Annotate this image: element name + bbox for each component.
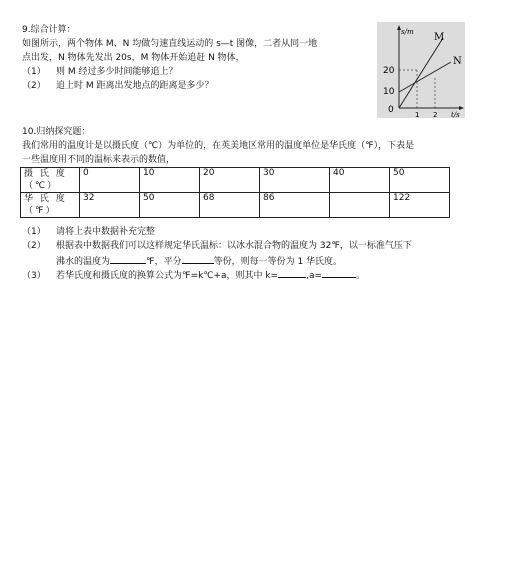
q10-intro-line1: 我们常用的温度计是以摄氏度（℃）为单位的，在英美地区常用的温度单位是华氏度（℉），下表是 bbox=[22, 141, 415, 151]
table-cell: 122 bbox=[390, 193, 450, 218]
boiling-point-blank[interactable] bbox=[110, 254, 146, 264]
table-header-fahrenheit bbox=[21, 193, 80, 218]
graph-y-tick-20: 20 bbox=[383, 66, 395, 76]
q10-title: 10.归纳探究题： bbox=[22, 127, 91, 137]
q10-sub1 bbox=[22, 226, 155, 238]
q10-sub3-number: （3） bbox=[22, 271, 46, 281]
q10-sub2-number: （2） bbox=[22, 241, 46, 251]
q10-sub1-text: 请将上表中数据补充完整 bbox=[56, 227, 156, 237]
q10-sub3-text-c: 。 bbox=[356, 271, 366, 281]
table-cell: 20 bbox=[200, 168, 260, 193]
a-blank[interactable] bbox=[322, 268, 356, 278]
q9-sub2-text: 追上时 M 距离出发地点的距离是多少？ bbox=[56, 81, 214, 91]
q10-sub2-text-b2: ℉，平分 bbox=[146, 257, 182, 267]
k-blank[interactable] bbox=[278, 268, 306, 278]
s-t-graph bbox=[377, 22, 465, 118]
table-cell: 50 bbox=[140, 193, 200, 218]
table-cell: 32 bbox=[80, 193, 140, 218]
table-cell: 68 bbox=[200, 193, 260, 218]
table-cell: 50 bbox=[390, 168, 450, 193]
graph-x-axis-label: t/s bbox=[451, 111, 460, 118]
q10-sub2-text-b3: 等份，则每一等份为 1 华氏度。 bbox=[213, 257, 343, 267]
table-cell: 40 bbox=[330, 168, 390, 193]
table-cell: 0 bbox=[80, 168, 140, 193]
q10-sub3-text-b: ,a= bbox=[306, 271, 323, 281]
graph-x-tick-2: 2 bbox=[433, 111, 438, 118]
graph-line-label-n: N bbox=[453, 56, 462, 67]
q10-sub1-number: （1） bbox=[22, 227, 46, 237]
q9-sub1-text: 则 M 经过多少时间能够追上？ bbox=[56, 67, 178, 77]
temperature-table bbox=[20, 167, 450, 218]
q9-title: 9.综合计算： bbox=[22, 25, 76, 35]
table-row-fahrenheit bbox=[21, 193, 450, 218]
table-header-fahrenheit-line2: （℉） bbox=[24, 206, 57, 216]
table-header-celsius-line2: （℃） bbox=[24, 181, 59, 191]
q10-sub2 bbox=[22, 240, 412, 252]
q10-sub2-text-a: 根据表中数据我们可以这样规定华氏温标：以冰水混合物的温度为 32℉，以一标准气压下 bbox=[56, 241, 412, 251]
q10-sub2-cont bbox=[56, 254, 342, 268]
q9-intro-line2: 点出发，N 物体先发出 20s，M 物体开始追赶 N 物体， bbox=[22, 53, 245, 63]
table-header-celsius-line1: 摄 氏 度 bbox=[24, 169, 67, 179]
q9-sub2-number: （2） bbox=[22, 81, 46, 91]
graph-line-label-m: M bbox=[434, 32, 445, 43]
table-cell: 10 bbox=[140, 168, 200, 193]
q10-sub3-text-a: 若华氏度和摄氏度的换算公式为℉=k℃+a，则其中 k= bbox=[56, 271, 279, 281]
table-cell: 86 bbox=[260, 193, 330, 218]
table-header-celsius bbox=[21, 168, 80, 193]
graph-y-tick-10: 10 bbox=[383, 87, 395, 97]
graph-y-tick-0: 0 bbox=[388, 105, 394, 115]
table-row-celsius bbox=[21, 168, 450, 193]
graph-x-tick-1: 1 bbox=[415, 111, 420, 118]
graph-y-axis-label: s/m bbox=[401, 28, 414, 36]
table-cell-blank[interactable] bbox=[330, 193, 390, 218]
q9-sub1-number: （1） bbox=[22, 67, 46, 77]
q10-sub2-text-b1: 沸水的温度为 bbox=[56, 257, 111, 267]
q9-sub1 bbox=[22, 66, 178, 78]
q10-intro-line2: 一些温度用不同的温标来表示的数值， bbox=[22, 155, 176, 165]
table-header-fahrenheit-line1: 华 氏 度 bbox=[24, 194, 67, 204]
q9-intro-line1: 如图所示，两个物体 M、N 均做匀速直线运动的 s—t 图像，二者从同一地 bbox=[22, 39, 318, 49]
divisions-blank[interactable] bbox=[182, 254, 214, 264]
table-cell: 30 bbox=[260, 168, 330, 193]
q9-sub2 bbox=[22, 80, 214, 92]
q10-sub3 bbox=[22, 268, 365, 282]
